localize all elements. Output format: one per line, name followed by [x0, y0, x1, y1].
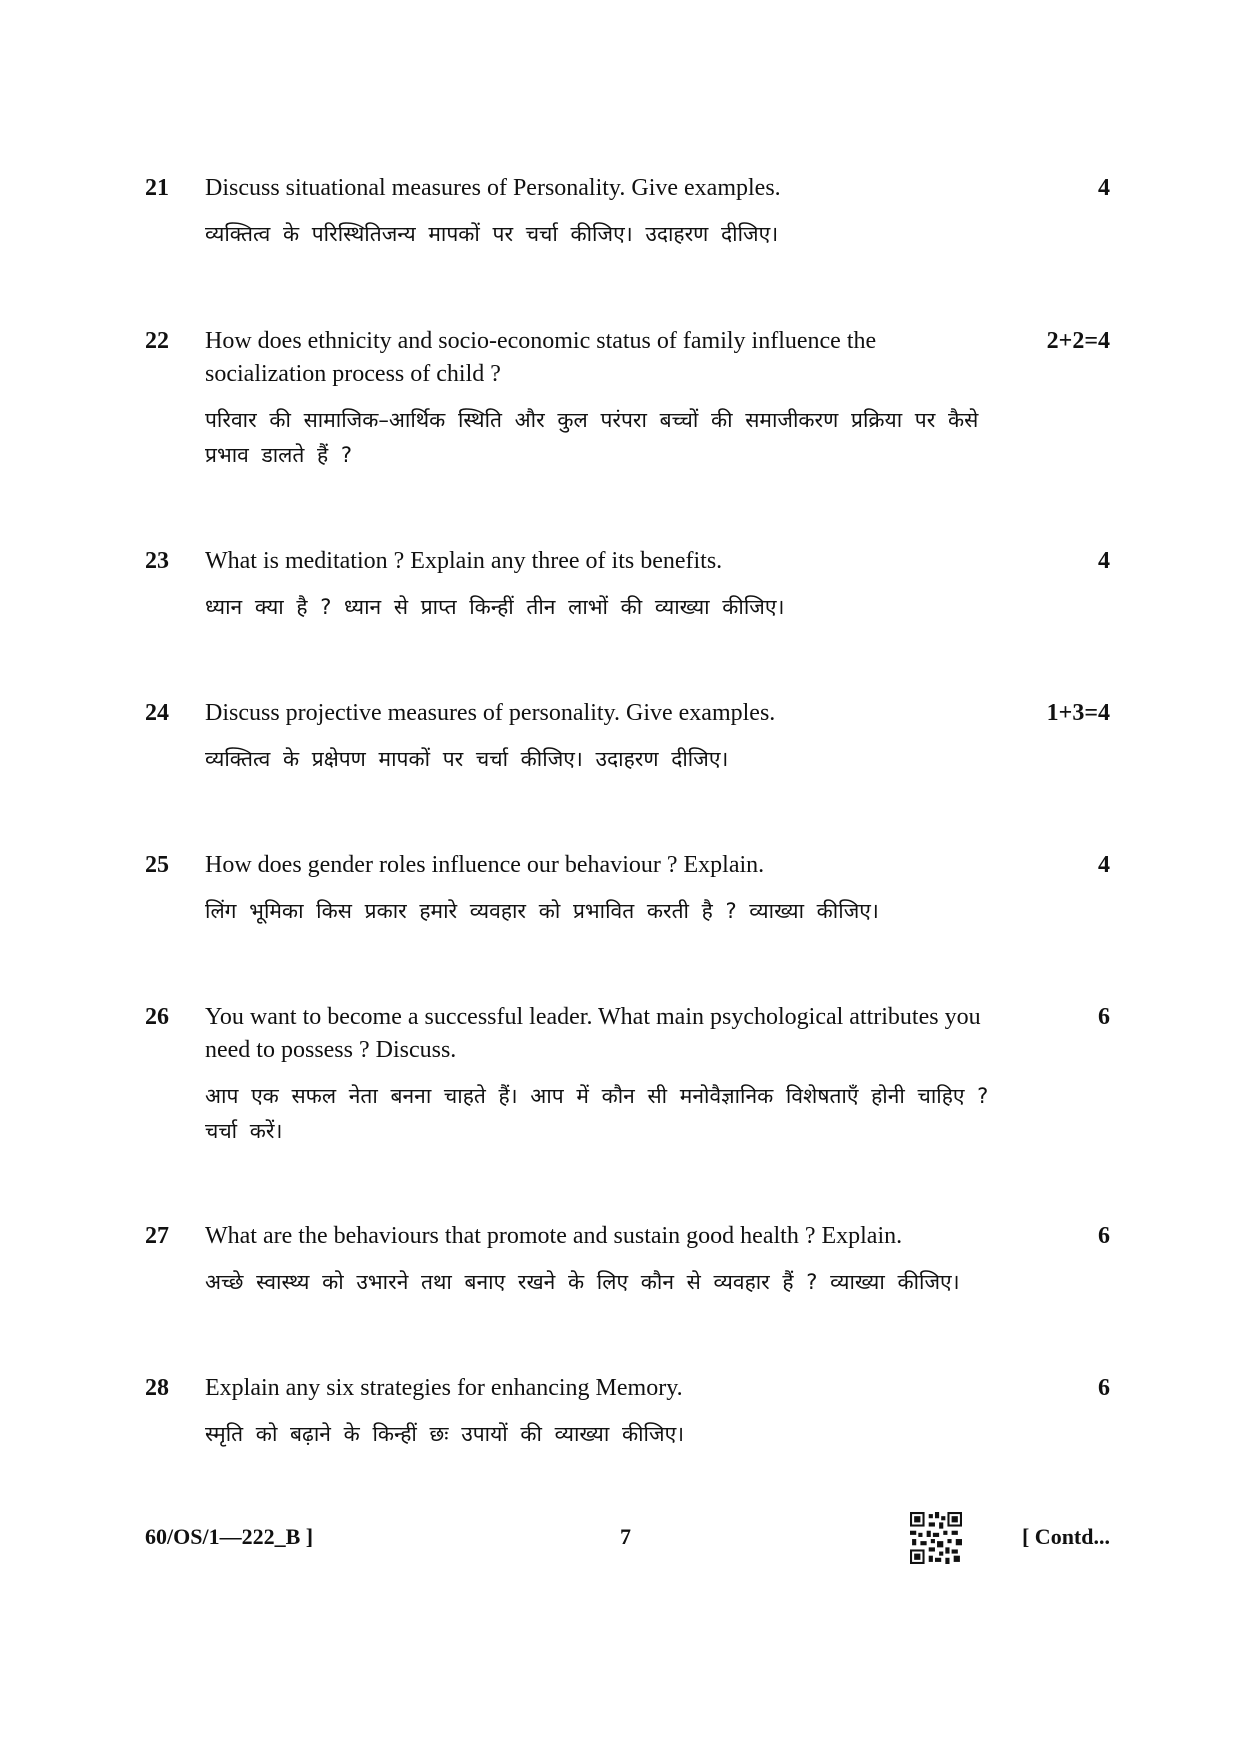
page-footer [145, 1524, 1120, 1584]
question-text-english: What is meditation ? Explain any three of its benefits. [205, 548, 723, 574]
question-text-hindi: व्यक्तित्व के प्रक्षेपण मापकों पर चर्चा कीजिए। उदाहरण दीजिए। [205, 747, 729, 771]
question-number: 21 [145, 175, 169, 201]
question-text-hindi: लिंग भूमिका किस प्रकार हमारे व्यवहार को प्रभावित करती है ? व्याख्या कीजिए। [205, 899, 879, 923]
question-marks: 4 [1098, 175, 1110, 201]
question-body [205, 1372, 995, 1452]
question-number: 28 [145, 1375, 169, 1401]
question-text-hindi: स्मृति को बढ़ाने के किन्हीं छः उपायों की व्याख्या कीजिए। [205, 1422, 685, 1446]
question-number: 25 [145, 852, 169, 878]
question-text-english: Explain any six strategies for enhancing Memory. [205, 1375, 683, 1401]
question-number: 22 [145, 328, 169, 354]
question-marks: 6 [1098, 1004, 1110, 1030]
question-number: 23 [145, 548, 169, 574]
question-number: 26 [145, 1004, 169, 1030]
question-marks: 1+3=4 [1046, 700, 1110, 726]
question-number: 24 [145, 700, 169, 726]
question-text-hindi: परिवार की सामाजिक–आर्थिक स्थिति और कुल परंपरा बच्चों की समाजीकरण प्रक्रिया पर कैसे प्रभाव डालते हैं ? [205, 408, 979, 467]
question-body [205, 172, 995, 252]
question-text-hindi: आप एक सफल नेता बनना चाहते हैं। आप में कौन सी मनोवैज्ञानिक विशेषताएँ होनी चाहिए ? चर्चा करें। [205, 1084, 989, 1143]
question-number: 27 [145, 1223, 169, 1249]
question-text-english: You want to become a successful leader. What main psychological attributes you need to possess ? Discuss. [205, 1004, 981, 1063]
question-body [205, 545, 995, 625]
paper-code: 60/OS/1—222_B ] [145, 1524, 314, 1549]
continued-label: [ Contd... [1021, 1524, 1110, 1549]
question-text-english: Discuss situational measures of Personality. Give examples. [205, 175, 781, 201]
question-text-hindi: ध्यान क्या है ? ध्यान से प्राप्त किन्हीं तीन लाभों की व्याख्या कीजिए। [205, 595, 785, 619]
question-marks: 2+2=4 [1046, 328, 1110, 354]
question-body [205, 325, 995, 473]
question-body [205, 697, 995, 777]
page-number: 7 [620, 1524, 631, 1549]
question-body [205, 1001, 995, 1149]
question-text-english: How does gender roles influence our behaviour ? Explain. [205, 852, 765, 878]
question-text-english: Discuss projective measures of personality. Give examples. [205, 700, 776, 726]
question-marks: 6 [1098, 1375, 1110, 1401]
question-text-english: What are the behaviours that promote and sustain good health ? Explain. [205, 1223, 903, 1249]
question-body [205, 1220, 995, 1300]
question-body [205, 849, 995, 929]
qr-code-icon [910, 1512, 962, 1564]
question-marks: 6 [1098, 1223, 1110, 1249]
question-text-hindi: अच्छे स्वास्थ्य को उभारने तथा बनाए रखने के लिए कौन से व्यवहार हैं ? व्याख्या कीजिए। [205, 1270, 960, 1294]
question-marks: 4 [1098, 548, 1110, 574]
question-text-hindi: व्यक्तित्व के परिस्थितिजन्य मापकों पर चर्चा कीजिए। उदाहरण दीजिए। [205, 222, 779, 246]
question-marks: 4 [1098, 852, 1110, 878]
question-text-english: How does ethnicity and socio-economic status of family influence the socialization process of child ? [205, 328, 877, 387]
